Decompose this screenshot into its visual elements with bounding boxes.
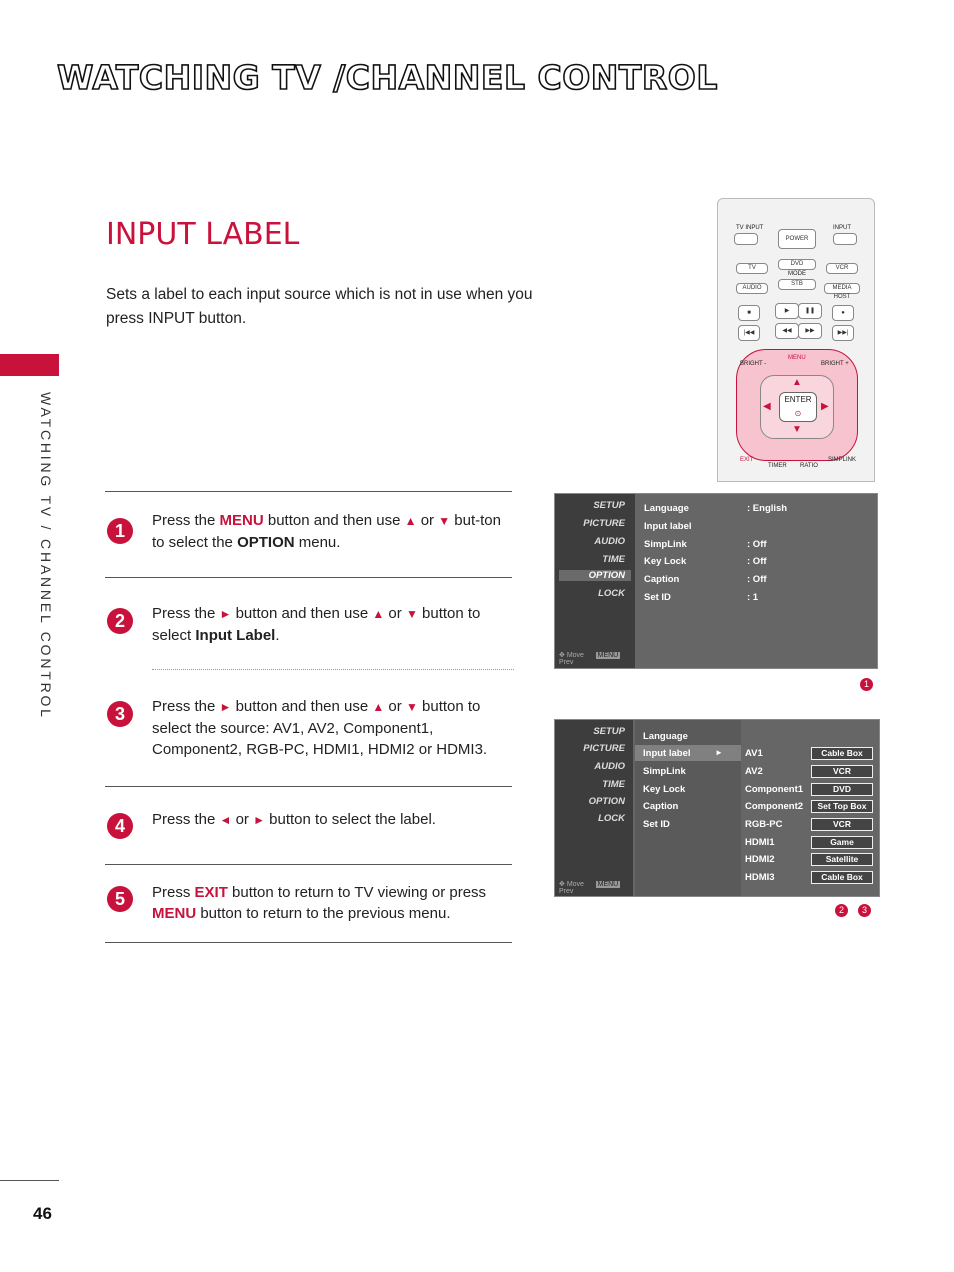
fast-forward-icon: ▶▶ xyxy=(805,328,815,334)
remote-label-menu: MENU xyxy=(788,355,806,361)
remote-label-simplink: SIMPLINK xyxy=(828,457,857,463)
step-divider xyxy=(105,491,512,492)
down-arrow-icon: ▼ xyxy=(405,607,418,621)
osd-item-time: TIME xyxy=(602,779,625,790)
up-arrow-icon: ▲ xyxy=(404,514,417,528)
remote-label-input: INPUT xyxy=(833,225,851,231)
remote-skip-forward-button xyxy=(832,325,854,341)
remote-enter-label: ENTER xyxy=(784,395,812,404)
screen1-row-value: : Off xyxy=(747,556,767,567)
remote-audio-button xyxy=(736,283,768,294)
right-arrow-icon: ► xyxy=(715,748,723,757)
right-arrow-icon: ► xyxy=(253,813,265,827)
step-number-2: 2 xyxy=(107,608,133,634)
step-1-text: Press the MENU button and then use ▲ or ▼ but-ton to select the OPTION menu. xyxy=(152,512,501,551)
osd-footer: ✥ Move MENU Prev xyxy=(559,881,619,895)
stop-icon: ■ xyxy=(747,310,751,316)
screen1-row-label: Input label xyxy=(644,521,692,532)
side-section-label: WATCHING TV / CHANNEL CONTROL xyxy=(38,392,54,720)
step-divider xyxy=(105,942,512,943)
menu-key-label: MENU xyxy=(152,905,197,922)
input-label-key: Input Label xyxy=(195,627,276,644)
osd-item-audio: AUDIO xyxy=(594,536,625,547)
source-name: Component2 xyxy=(745,801,804,812)
remote-fast-forward-button xyxy=(798,323,822,339)
screen1-row-value: : Off xyxy=(747,574,767,585)
remote-up-arrow-icon: ▲ xyxy=(792,377,802,388)
screen1-row-label: Caption xyxy=(644,574,680,585)
screen2-step-marker: 3 xyxy=(858,904,871,917)
page-number: 46 xyxy=(33,1204,52,1223)
up-arrow-icon: ▲ xyxy=(372,700,385,714)
remote-record-button xyxy=(832,305,854,321)
osd-item-option-selected: OPTION xyxy=(559,570,631,581)
remote-media-host-label: MEDIA HOST xyxy=(832,285,852,300)
remote-label-timer: TIMER xyxy=(768,463,787,469)
remote-vcr-label: VCR xyxy=(835,265,849,271)
screen1-row-value: : Off xyxy=(747,539,767,550)
step-divider xyxy=(105,577,512,578)
screen2-step-marker: 2 xyxy=(835,904,848,917)
remote-label-bright-minus: BRIGHT - xyxy=(740,361,767,367)
screen1-row-label: Set ID xyxy=(644,592,671,603)
pause-icon: ❚❚ xyxy=(804,308,816,314)
source-name: RGB-PC xyxy=(745,819,783,830)
remote-audio-label: AUDIO xyxy=(742,285,762,291)
screen1-row-label: SimpLink xyxy=(644,539,687,550)
step-number-3: 3 xyxy=(107,701,133,727)
step-3-text: Press the ► button and then use ▲ or ▼ button to select the source: AV1, AV2, Component1, Component2, RGB-PC, HDMI1, HDMI2 or HDMI3. xyxy=(152,698,488,758)
remote-stop-button xyxy=(738,305,760,321)
remote-stb-button xyxy=(778,279,816,290)
source-name: HDMI3 xyxy=(745,872,775,883)
screen2-row: Language xyxy=(643,731,688,742)
osd-screen-1 xyxy=(554,493,878,669)
section-title: INPUT LABEL xyxy=(106,217,300,252)
remote-stb-label: STB xyxy=(791,281,803,287)
screen2-selected-row xyxy=(635,745,741,761)
osd-menu-sidebar xyxy=(555,720,633,896)
osd-item-option: OPTION xyxy=(588,796,625,807)
skip-forward-icon: ▶▶| xyxy=(837,330,849,336)
remote-dvd-label: DVD xyxy=(790,261,804,267)
source-name: AV2 xyxy=(745,766,763,777)
source-name: HDMI1 xyxy=(745,837,775,848)
osd-item-lock: LOCK xyxy=(598,588,625,599)
osd-item-time: TIME xyxy=(602,554,625,565)
source-label-box: Game xyxy=(811,836,873,849)
remote-tv-button xyxy=(736,263,768,274)
section-intro: Sets a label to each input source which is not in use when you press INPUT button. xyxy=(106,286,533,327)
source-label-box: Satellite xyxy=(811,853,873,866)
step-divider xyxy=(105,864,512,865)
step-divider xyxy=(105,786,512,787)
remote-label-ratio: RATIO xyxy=(800,463,818,469)
source-label-box: VCR xyxy=(811,765,873,778)
skip-back-icon: |◀◀ xyxy=(743,330,755,336)
osd-menu-sidebar xyxy=(555,494,635,668)
source-label-box: Cable Box xyxy=(811,747,873,760)
remote-pause-button xyxy=(798,303,822,319)
osd-item-setup: SETUP xyxy=(593,500,625,511)
screen2-menu-column xyxy=(635,720,741,896)
step-2-text: Press the ► button and then use ▲ or ▼ button to select Input Label. xyxy=(152,605,481,644)
play-icon: ▶ xyxy=(784,308,790,314)
source-label-box: VCR xyxy=(811,818,873,831)
right-arrow-icon: ► xyxy=(219,700,232,714)
remote-skip-back-button xyxy=(738,325,760,341)
remote-play-button xyxy=(775,303,799,319)
remote-input-button xyxy=(833,233,857,245)
step-4-text: Press the ◄ or ► button to select the label. xyxy=(152,811,436,828)
move-icon: ✥ xyxy=(559,881,565,888)
page-number-rule xyxy=(0,1180,59,1181)
source-label-box: Cable Box xyxy=(811,871,873,884)
step-number-1: 1 xyxy=(107,518,133,544)
step-number-5: 5 xyxy=(107,886,133,912)
screen1-row-label: Language xyxy=(644,503,689,514)
screen1-step-marker: 1 xyxy=(860,678,873,691)
remote-enter-button xyxy=(779,392,817,422)
remote-right-arrow-icon: ▶ xyxy=(821,401,829,412)
page-header: WATCHING TV /CHANNEL CONTROL xyxy=(57,58,718,97)
osd-item-setup: SETUP xyxy=(593,726,625,737)
remote-rewind-button xyxy=(775,323,799,339)
right-arrow-icon: ► xyxy=(219,607,232,621)
remote-control-illustration xyxy=(717,198,875,482)
screen1-row-value: : English xyxy=(747,503,788,514)
record-icon: ● xyxy=(841,310,845,316)
source-name: HDMI2 xyxy=(745,854,775,865)
step-5-text: Press EXIT button to return to TV viewing or press MENU button to return to the previous menu. xyxy=(152,884,487,922)
osd-item-audio: AUDIO xyxy=(594,761,625,772)
remote-tv-input-button xyxy=(734,233,758,245)
osd-item-lock: LOCK xyxy=(598,813,625,824)
remote-vcr-button xyxy=(826,263,858,274)
option-key-label: OPTION xyxy=(237,534,295,551)
screen1-row-value: : 1 xyxy=(747,592,759,603)
menu-key-label: MENU xyxy=(219,512,264,529)
screen1-row-label: Key Lock xyxy=(644,556,687,567)
remote-power-label: POWER xyxy=(785,236,809,242)
move-icon: ✥ xyxy=(559,652,565,659)
side-tab-marker xyxy=(0,354,59,376)
screen2-row: SimpLink xyxy=(643,766,686,777)
remote-media-host-button xyxy=(824,283,860,300)
remote-label-tv-input: TV INPUT xyxy=(736,225,764,231)
remote-down-arrow-icon: ▼ xyxy=(792,424,802,435)
remote-tv-label: TV xyxy=(748,265,756,271)
remote-dvd-button xyxy=(778,259,816,270)
down-arrow-icon: ▼ xyxy=(438,514,451,528)
source-label-box: Set Top Box xyxy=(811,800,873,813)
left-arrow-icon: ◄ xyxy=(219,813,232,827)
remote-label-bright-plus: BRIGHT + xyxy=(821,361,849,367)
down-arrow-icon: ▼ xyxy=(405,700,418,714)
step-dotted-divider xyxy=(152,669,514,670)
osd-item-picture: PICTURE xyxy=(583,743,625,754)
source-name: Component1 xyxy=(745,784,804,795)
osd-screen-2 xyxy=(554,719,880,897)
step-number-4: 4 xyxy=(107,813,133,839)
source-label-box: DVD xyxy=(811,783,873,796)
screen2-row: Caption xyxy=(643,801,679,812)
osd-item-picture: PICTURE xyxy=(583,518,625,529)
osd-footer: ✥ Move MENU Prev xyxy=(559,652,619,666)
screen2-row: Set ID xyxy=(643,819,670,830)
up-arrow-icon: ▲ xyxy=(372,607,385,621)
source-name: AV1 xyxy=(745,748,763,759)
remote-left-arrow-icon: ◀ xyxy=(763,401,771,412)
remote-direction-pad xyxy=(760,375,834,439)
screen2-row-selected: Input label xyxy=(643,748,691,759)
screen2-row: Key Lock xyxy=(643,784,686,795)
exit-key-label: EXIT xyxy=(194,884,228,901)
remote-label-mode: MODE xyxy=(788,271,806,277)
remote-power-button xyxy=(778,229,816,249)
rewind-icon: ◀◀ xyxy=(782,328,792,334)
remote-label-exit: EXIT xyxy=(740,457,754,463)
enter-dot-icon: ⊙ xyxy=(794,409,802,418)
